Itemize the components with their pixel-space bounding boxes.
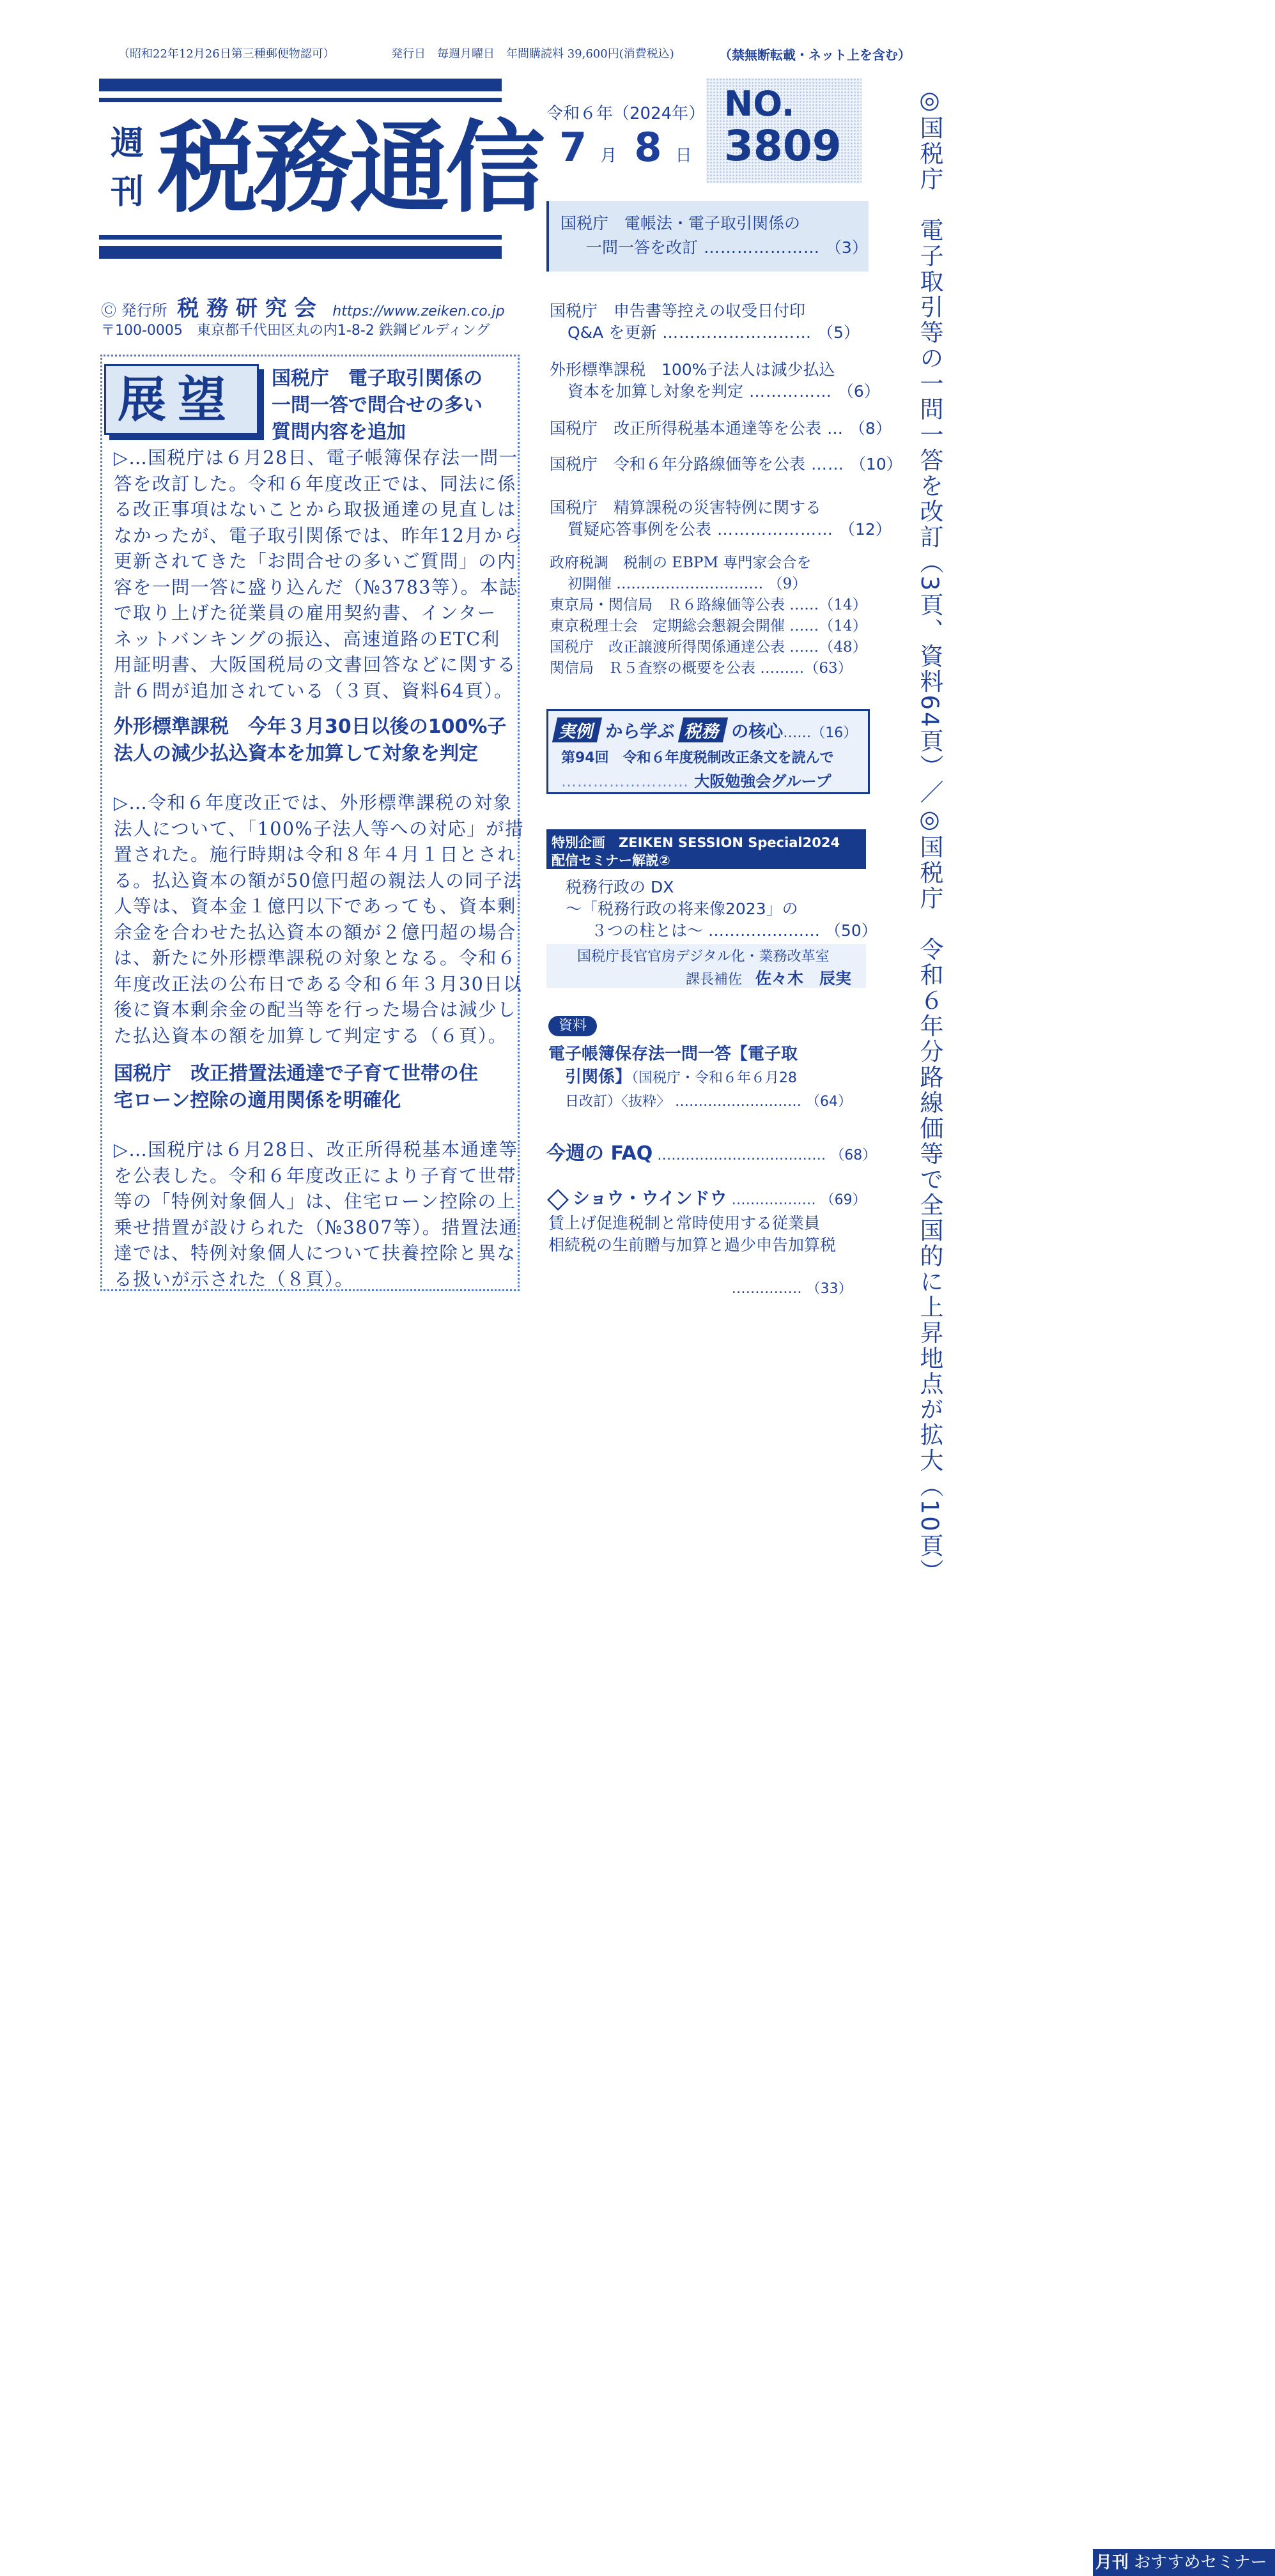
case-study-text2: の核心 bbox=[731, 722, 784, 742]
outlook-article-1: ▷…国税庁は６月28日、電子帳簿保存法一問一 答を改訂した。令和６年度改正では、同法に係 る改正事項はないことから取扱通達の見直しは なかったが、電子取引関係では、昨年12月から 更新されてきた「お問合せの多いご質問」の内 容を一問一答に盛り込んだ（№3783等）。本誌 で取り上げた従業員の雇用契約書、インター ネットバンキングの振込、高速道路のETC利 用証明書、大阪国税局の文書回答などに関する 計６問が追加されている（３頁、資料64頁）。 bbox=[114, 447, 523, 702]
show-window-icon bbox=[547, 1189, 569, 1211]
publisher-name: 税 務 研 究 会 bbox=[177, 296, 316, 321]
publisher-address: 〒100-0005 東京都千代田区丸の内1-8-2 鉄鋼ビルディング bbox=[101, 323, 490, 339]
special-feature-subtitle: 配信セミナー解説② bbox=[552, 853, 670, 868]
case-study-text1: から学ぶ bbox=[605, 722, 675, 742]
toc-item[interactable]: 関信局 Ｒ５査察の概要を公表 ………（63） bbox=[550, 660, 853, 677]
publisher bbox=[101, 291, 505, 322]
author-role: 課長補佐 bbox=[686, 972, 743, 988]
special-feature-bar bbox=[546, 829, 866, 869]
toc-item[interactable]: 東京局・関信局 Ｒ６路線価等公表 ……（14） bbox=[550, 597, 867, 613]
issue-number: 3809 bbox=[724, 121, 842, 171]
toc-item[interactable]: 国税庁 改正譲渡所得関係通達公表 ……（48） bbox=[550, 639, 867, 656]
masthead bbox=[99, 79, 541, 268]
toc-main bbox=[550, 300, 902, 556]
seminar-tag: 月刊 bbox=[1095, 2553, 1129, 2572]
case-study-page: （16） bbox=[811, 725, 858, 741]
show-window-label: ショウ・ウインドウ bbox=[573, 1189, 727, 1209]
show-window[interactable]: ショウ・ウインドウ ……………… （69） 賃上げ促進税制と常時使用する従業員 相続税の生前贈与加算と過少申告加算税 bbox=[548, 1187, 867, 1256]
case-study-author: 大阪勉強会グループ bbox=[694, 772, 831, 790]
publisher-url[interactable]: https://www.zeiken.co.jp bbox=[332, 303, 505, 319]
publisher-label: Ⓒ 発行所 bbox=[101, 302, 167, 319]
toc-item[interactable]: 外形標準課税 100%子法人は減少払込 資本を加算し対象を判定 …………… （6） bbox=[550, 360, 880, 401]
issue-info: 発行日 毎週月曜日 年間購読料 39,600円(消費税込) bbox=[391, 47, 674, 61]
weekly-faq[interactable]: 今週の FAQ ……………………………… （68） bbox=[546, 1142, 877, 1165]
outlook-headline-2: 外形標準課税 今年３月30日以後の100%子 法人の減少払込資本を加算して対象を判定 bbox=[114, 716, 507, 765]
issue-month: 7 bbox=[559, 124, 587, 171]
vertical-headline-banner: ◎国税庁 電子取引等の一問一答を改訂（3頁、資料64頁）／◎国税庁 令和６年分路線価等で全国的に上昇地点が拡大（10頁） bbox=[916, 86, 943, 1584]
issue-number-box bbox=[706, 78, 862, 183]
toc-item[interactable]: 東京税理士会 定期総会懇親会開催 ……（14） bbox=[550, 618, 867, 634]
copyright-notice: （禁無断転載・ネット上を含む） bbox=[719, 47, 911, 63]
featured-toc-line1: 国税庁 電帳法・電子取引関係の bbox=[560, 214, 801, 233]
issue-day-unit: 日 bbox=[675, 146, 692, 165]
material-label: 資料 bbox=[548, 1016, 597, 1036]
outlook-article-2: ▷…令和６年度改正では、外形標準課税の対象 法人について、「100%子法人等への対応」が措 置された。施行時期は令和８年４月１日とされ る。払込資本の額が50億円超の親法人の同子法 人等は、資本金１億円以下であっても、資本剰 余金を合わせた払込資本の額が２億円超の場合 は、新たに外形標準課税の対象となる。令和６ 年度改正法の公布日である令和６年３月30日以 後に資本剰余金の配当等を行った場合は減少し た払込資本の額を加算して判定する（６頁）。 bbox=[114, 792, 525, 1046]
case-study-tag-tax: 税務 bbox=[678, 717, 728, 742]
toc-item[interactable]: 国税庁 申告書等控えの収受日付印 Q&A を更新 ……………………… （5） bbox=[550, 302, 860, 342]
outlook-badge: 展望 bbox=[104, 364, 259, 435]
postal-permit: （昭和22年12月26日第三種郵便物認可） bbox=[118, 47, 335, 61]
special-feature-toc[interactable]: 税務行政の DX ～「税務行政の将来像2023」の ３つの柱とは～ ………………… （50） bbox=[566, 878, 877, 940]
masthead-title: 税務通信 bbox=[158, 110, 541, 226]
issue-number-label: NO. bbox=[724, 84, 795, 124]
author-affiliation: 国税庁長官官房デジタル化・業務改革室 bbox=[577, 949, 830, 965]
featured-toc-line2: 一問一答を改訂 ………………… （3） bbox=[586, 238, 868, 257]
case-study-subtitle: 第94回 令和６年度税制改正条文を読んで bbox=[561, 750, 834, 766]
show-window-item: 相続税の生前贈与加算と過少申告加算税 bbox=[548, 1236, 837, 1254]
faq-page: （68） bbox=[830, 1147, 877, 1163]
toc-item[interactable]: 国税庁 令和６年分路線価等を公表 …… （10） bbox=[550, 455, 902, 473]
show-window-item: 賃上げ促進税制と常時使用する従業員 bbox=[548, 1214, 821, 1232]
monthly-seminar[interactable]: 月刊 おすすめセミナー …………… （33） bbox=[546, 1275, 853, 1301]
issue-day: 8 bbox=[634, 124, 662, 171]
issue-month-unit: 月 bbox=[600, 146, 617, 165]
seminar-label: 月刊 おすすめセミナー bbox=[1093, 2549, 1275, 2576]
case-study-tag-example: 実例 bbox=[552, 717, 602, 742]
masthead-logo bbox=[99, 109, 541, 227]
masthead-weekly-top: 週 bbox=[111, 124, 144, 163]
special-feature-title: 特別企画 ZEIKEN SESSION Special2024 bbox=[552, 835, 840, 850]
toc-item[interactable]: 国税庁 精算課税の災害特例に関する 質疑応答事例を公表 ………………… （12） bbox=[550, 498, 892, 539]
case-study-box[interactable]: 実例 から学ぶ 税務 の核心……（16） 第94回 令和６年度税制改正条文を読んで …………………… 大阪勉強会グループ bbox=[546, 709, 870, 794]
show-window-page: （69） bbox=[820, 1192, 867, 1208]
outlook-article-3: ▷…国税庁は６月28日、改正所得税基本通達等 を公表した。令和６年度改正により子育て世帯 等の「特例対象個人」は、住宅ローン控除の上 乗せ措置が設けられた（№3807等）。措置法通 達では、特例対象個人について扶養控除と異な る扱いが示された（８頁）。 bbox=[114, 1139, 518, 1290]
issue-date bbox=[559, 124, 692, 171]
material-toc[interactable]: 電子帳簿保存法一問一答【電子取 引関係】（国税庁・令和６年６月28 日改訂）〈抜粋〉 ……………………… （64） bbox=[548, 1045, 853, 1110]
issue-era-date: 令和６年（2024年） bbox=[546, 104, 706, 123]
masthead-weekly-bottom: 刊 bbox=[111, 172, 144, 211]
author-name: 佐々木 辰実 bbox=[755, 969, 852, 988]
outlook-headline-3: 国税庁 改正措置法通達で子育て世帯の住 宅ローン控除の適用関係を明確化 bbox=[114, 1062, 478, 1112]
outlook-headline-main: 国税庁 電子取引関係の 一問一答で問合せの多い 質問内容を追加 bbox=[272, 367, 483, 443]
toc-secondary bbox=[550, 553, 876, 679]
seminar-page: （33） bbox=[806, 1281, 853, 1297]
toc-item[interactable]: 政府税調 税制の EBPM 専門家会合を 初開催 ………………………… （9） bbox=[550, 555, 812, 592]
toc-item[interactable]: 国税庁 改正所得税基本通達等を公表 … （8） bbox=[550, 419, 892, 438]
faq-label: 今週の FAQ bbox=[546, 1142, 653, 1165]
featured-toc-box[interactable] bbox=[546, 201, 869, 272]
featured-toc-page: （3） bbox=[825, 238, 868, 257]
special-feature-author-box bbox=[546, 944, 866, 988]
